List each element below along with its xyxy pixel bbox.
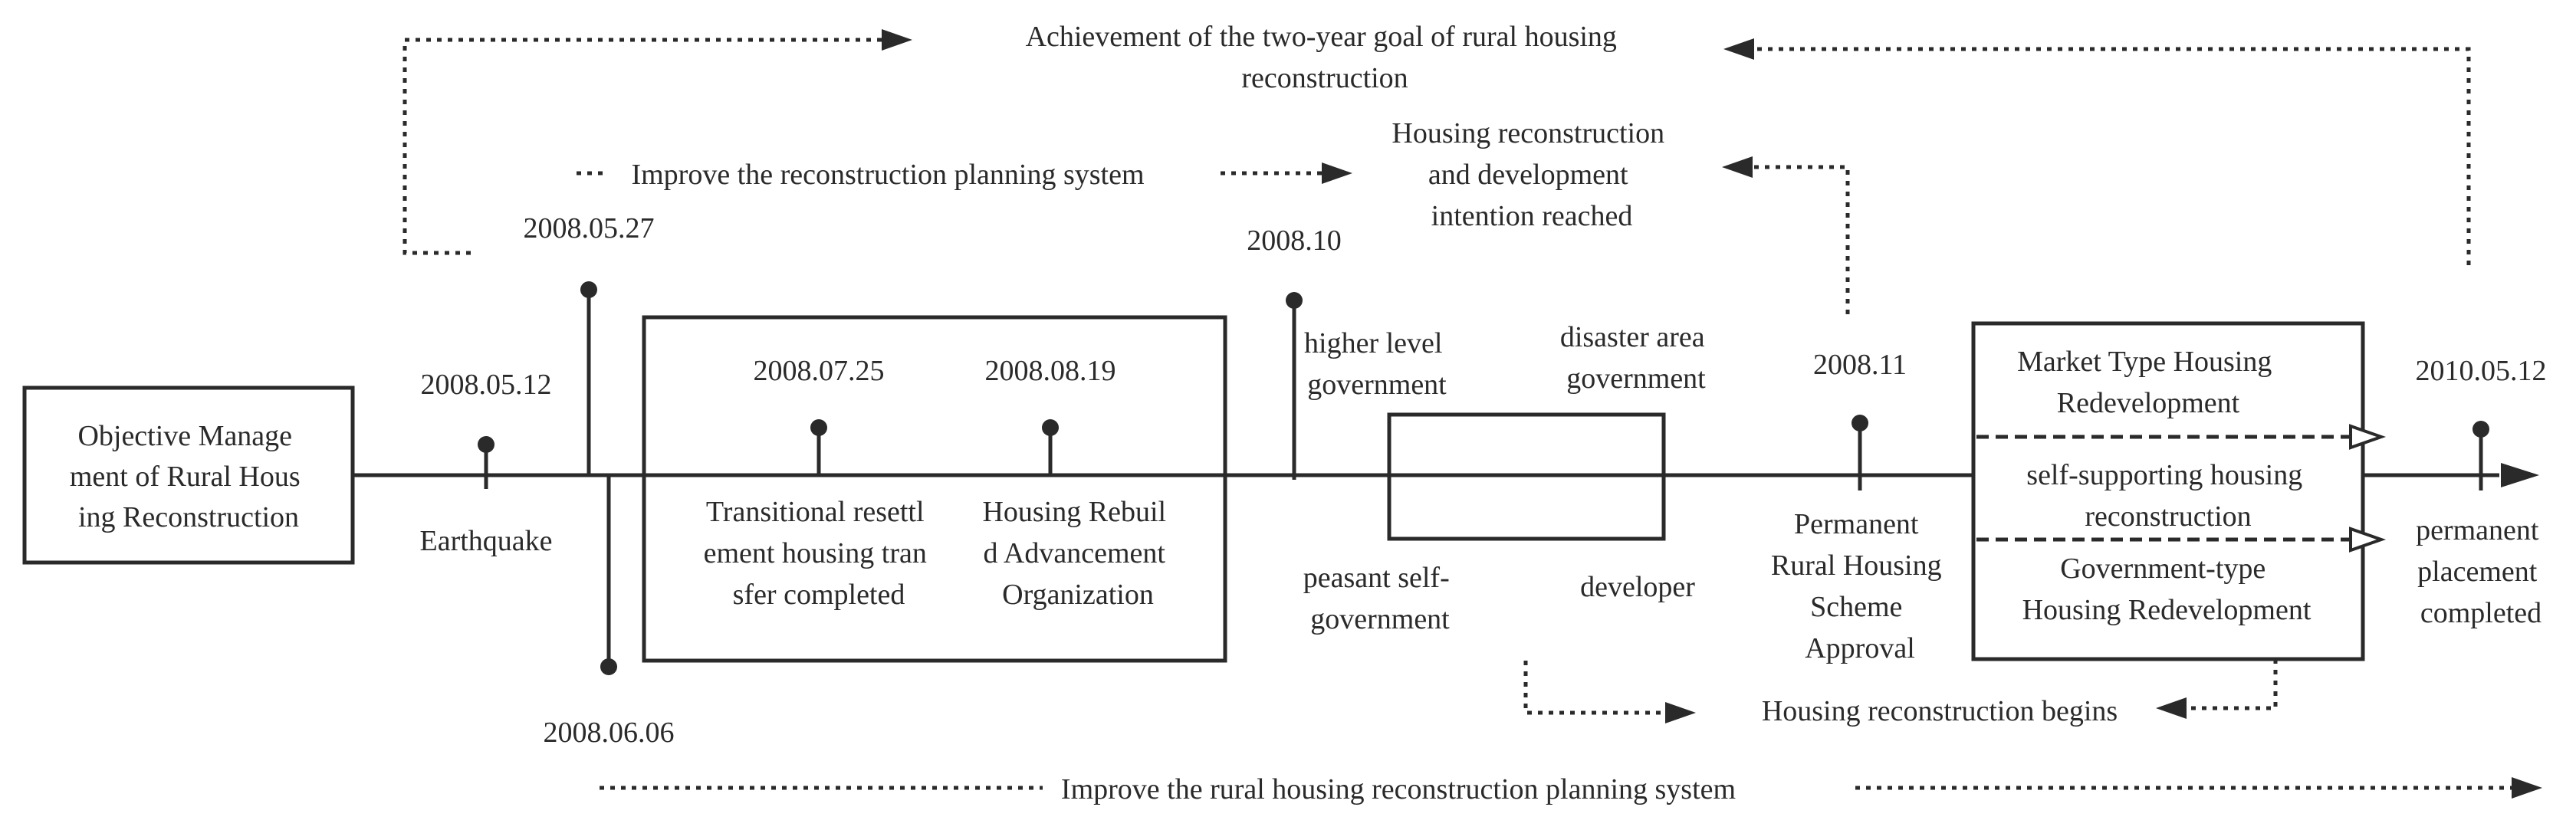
may27-pin-head (580, 281, 597, 298)
may27-date: 2008.05.27 (523, 212, 655, 244)
rural-planning-arrowhead (2512, 777, 2542, 799)
aug19-date: 2008.08.19 (984, 355, 1116, 387)
aug19-pin-head (1042, 419, 1059, 436)
government-type-label: Government-type Housing Redevelopment (2022, 553, 2312, 626)
improve-planning-arrowhead (1322, 162, 1352, 184)
intention-reached-text: Housing reconstruction and development intention reached (1392, 117, 1665, 232)
earthquake-date: 2008.05.12 (420, 369, 552, 401)
oct-pin-head (1286, 292, 1303, 309)
intention-arrowhead (1722, 156, 1753, 178)
objective-box-text: Objective Manage ment of Rural Hous ing Reconstruction (69, 420, 301, 533)
jul25-pin-head (810, 419, 827, 436)
begins-left-arrowhead (1665, 702, 1696, 723)
two-year-goal-left-arrowhead (882, 29, 912, 51)
nov-label: Permanent Rural Housing Scheme Approval (1770, 508, 1942, 664)
aug19-label: Housing Rebuil d Advancement Organization (982, 496, 1167, 611)
nov-date: 2008.11 (1812, 349, 1907, 381)
two-year-goal-right-connector (1754, 49, 2469, 265)
earthquake-pin-head (478, 436, 495, 453)
begins-right-connector (2187, 659, 2275, 708)
market-arrowhead (2351, 426, 2381, 448)
intention-connector (1753, 167, 1848, 314)
begins-right-arrowhead (2156, 697, 2187, 719)
jun06-date: 2008.06.06 (543, 717, 675, 749)
timeline-arrowhead (2501, 463, 2539, 487)
rural-planning-text: Improve the rural housing reconstruction planning system (1060, 773, 1737, 805)
higher-level-government-label: higher level government (1304, 327, 1447, 401)
final-date: 2010.05.12 (2415, 355, 2547, 387)
jun06-pin-head (600, 658, 617, 675)
two-year-goal-text: Achievement of the two-year goal of rural housing reconstruction (1025, 21, 1617, 94)
final-label: permanent placement completed (2416, 514, 2542, 629)
oct-date: 2008.10 (1247, 225, 1342, 257)
earthquake-label: Earthquake (419, 525, 553, 557)
improve-planning-text: Improve the reconstruction planning system (631, 159, 1145, 191)
jul25-date: 2008.07.25 (753, 355, 885, 387)
government-arrowhead (2351, 529, 2381, 550)
jul25-label: Transitional resettl ement housing tran sfer completed (703, 496, 927, 611)
final-pin-head (2472, 421, 2489, 438)
developer-label: developer (1580, 571, 1695, 603)
two-year-goal-right-arrowhead (1723, 38, 1754, 60)
market-type-label: Market Type Housing Redevelopment (2017, 346, 2272, 419)
disaster-area-government-label: disaster area government (1559, 321, 1706, 395)
self-supporting-label: self-supporting housing reconstruction (2026, 459, 2303, 533)
nov-pin-head (1852, 415, 1868, 431)
begins-left-connector (1526, 661, 1665, 713)
peasant-self-government-label: peasant self- government (1303, 562, 1450, 635)
reconstruction-begins-text: Housing reconstruction begins (1761, 695, 2118, 727)
